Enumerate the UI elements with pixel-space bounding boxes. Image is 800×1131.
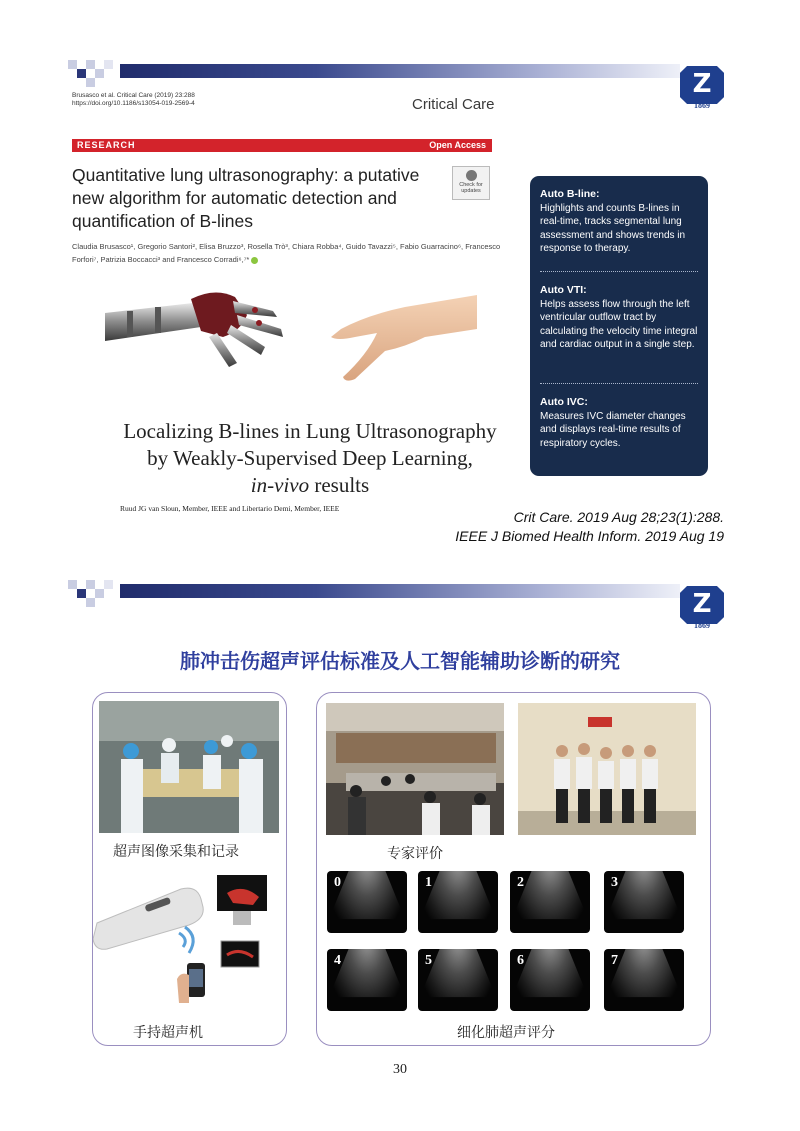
university-logo: Z 1869 <box>680 586 724 630</box>
research-banner: RESEARCH Open Access <box>72 139 492 152</box>
paper-meta: Brusasco et al. Critical Care (2019) 23:288 https://doi.org/10.1186/s13054-019-2569-4 <box>72 92 195 107</box>
divider <box>540 271 698 272</box>
ultrasound-image-0: 0 <box>327 871 407 933</box>
header-band <box>68 60 680 82</box>
ultrasound-image-6: 6 <box>510 949 590 1011</box>
section-title: 肺冲击伤超声评估标准及人工智能辅助诊断的研究 <box>180 649 620 673</box>
ultrasound-image-2: 2 <box>510 871 590 933</box>
feature-auto-bline: Auto B-line: Highlights and counts B-lines in real-time, tracks segmental lung assessment and shows trends in response to therapy. <box>540 188 686 254</box>
ultrasound-image-7: 7 <box>604 949 684 1011</box>
meeting-room-photo <box>326 703 504 835</box>
paper-title: Quantitative lung ultrasonography: a putative new algorithm for automatic detection and quantification of B-lines <box>72 165 420 231</box>
robot-human-hands-image <box>105 285 477 390</box>
university-logo: Z 1869 <box>680 66 724 110</box>
citation-ieee: IEEE J Biomed Health Inform. 2019 Aug 19 <box>455 528 724 544</box>
feature-auto-ivc: Auto IVC: Measures IVC diameter changes and displays real-time results of respiratory cycles. <box>540 396 686 449</box>
caption-collection: 超声图像采集和记录 <box>113 844 239 860</box>
experts-group-photo <box>518 703 696 835</box>
caption-expert: 专家评价 <box>387 846 443 862</box>
ultrasound-image-3: 3 <box>604 871 684 933</box>
right-panel <box>316 692 711 1046</box>
caption-handheld: 手持超声机 <box>133 1025 203 1041</box>
ultrasound-image-1: 1 <box>418 871 498 933</box>
divider <box>540 383 698 384</box>
ultrasound-image-4: 4 <box>327 949 407 1011</box>
orcid-icon <box>251 257 258 264</box>
left-panel <box>92 692 287 1046</box>
ieee-paper-title: Localizing B-lines in Lung Ultrasonography by Weakly-Supervised Deep Learning, in-vivo results <box>123 419 497 497</box>
citation-critcare: Crit Care. 2019 Aug 28;23(1):288. <box>513 509 724 525</box>
feature-auto-vti: Auto VTI: Helps assess flow through the left ventricular outflow tract by calculating the velocity time integral and cardiac output in a single step. <box>540 284 698 350</box>
page-number: 30 <box>393 1062 407 1077</box>
image-collection-photo <box>99 701 279 833</box>
handheld-ultrasound-image <box>93 875 283 1010</box>
caption-scoring: 细化肺超声评分 <box>457 1025 555 1041</box>
paper-authors: Claudia Brusasco¹, Gregorio Santori², Elisa Bruzzo³, Rosella Trò³, Chiara Robba⁴, Guido Tavazzi⁵, Fabio Guarracino⁶, Francesco Forfori⁷, Patrizia Boccacci³ and Francesco Corradi⁶,⁷* <box>72 242 501 264</box>
check-for-updates-badge: Check for updates <box>452 166 490 200</box>
journal-name: Critical Care <box>412 96 495 113</box>
bookmark-icon <box>466 170 477 181</box>
header-band <box>68 580 680 602</box>
ieee-authors: Ruud JG van Sloun, Member, IEEE and Libertario Demi, Member, IEEE <box>120 504 340 513</box>
feature-info-box <box>530 176 708 476</box>
ultrasound-image-5: 5 <box>418 949 498 1011</box>
